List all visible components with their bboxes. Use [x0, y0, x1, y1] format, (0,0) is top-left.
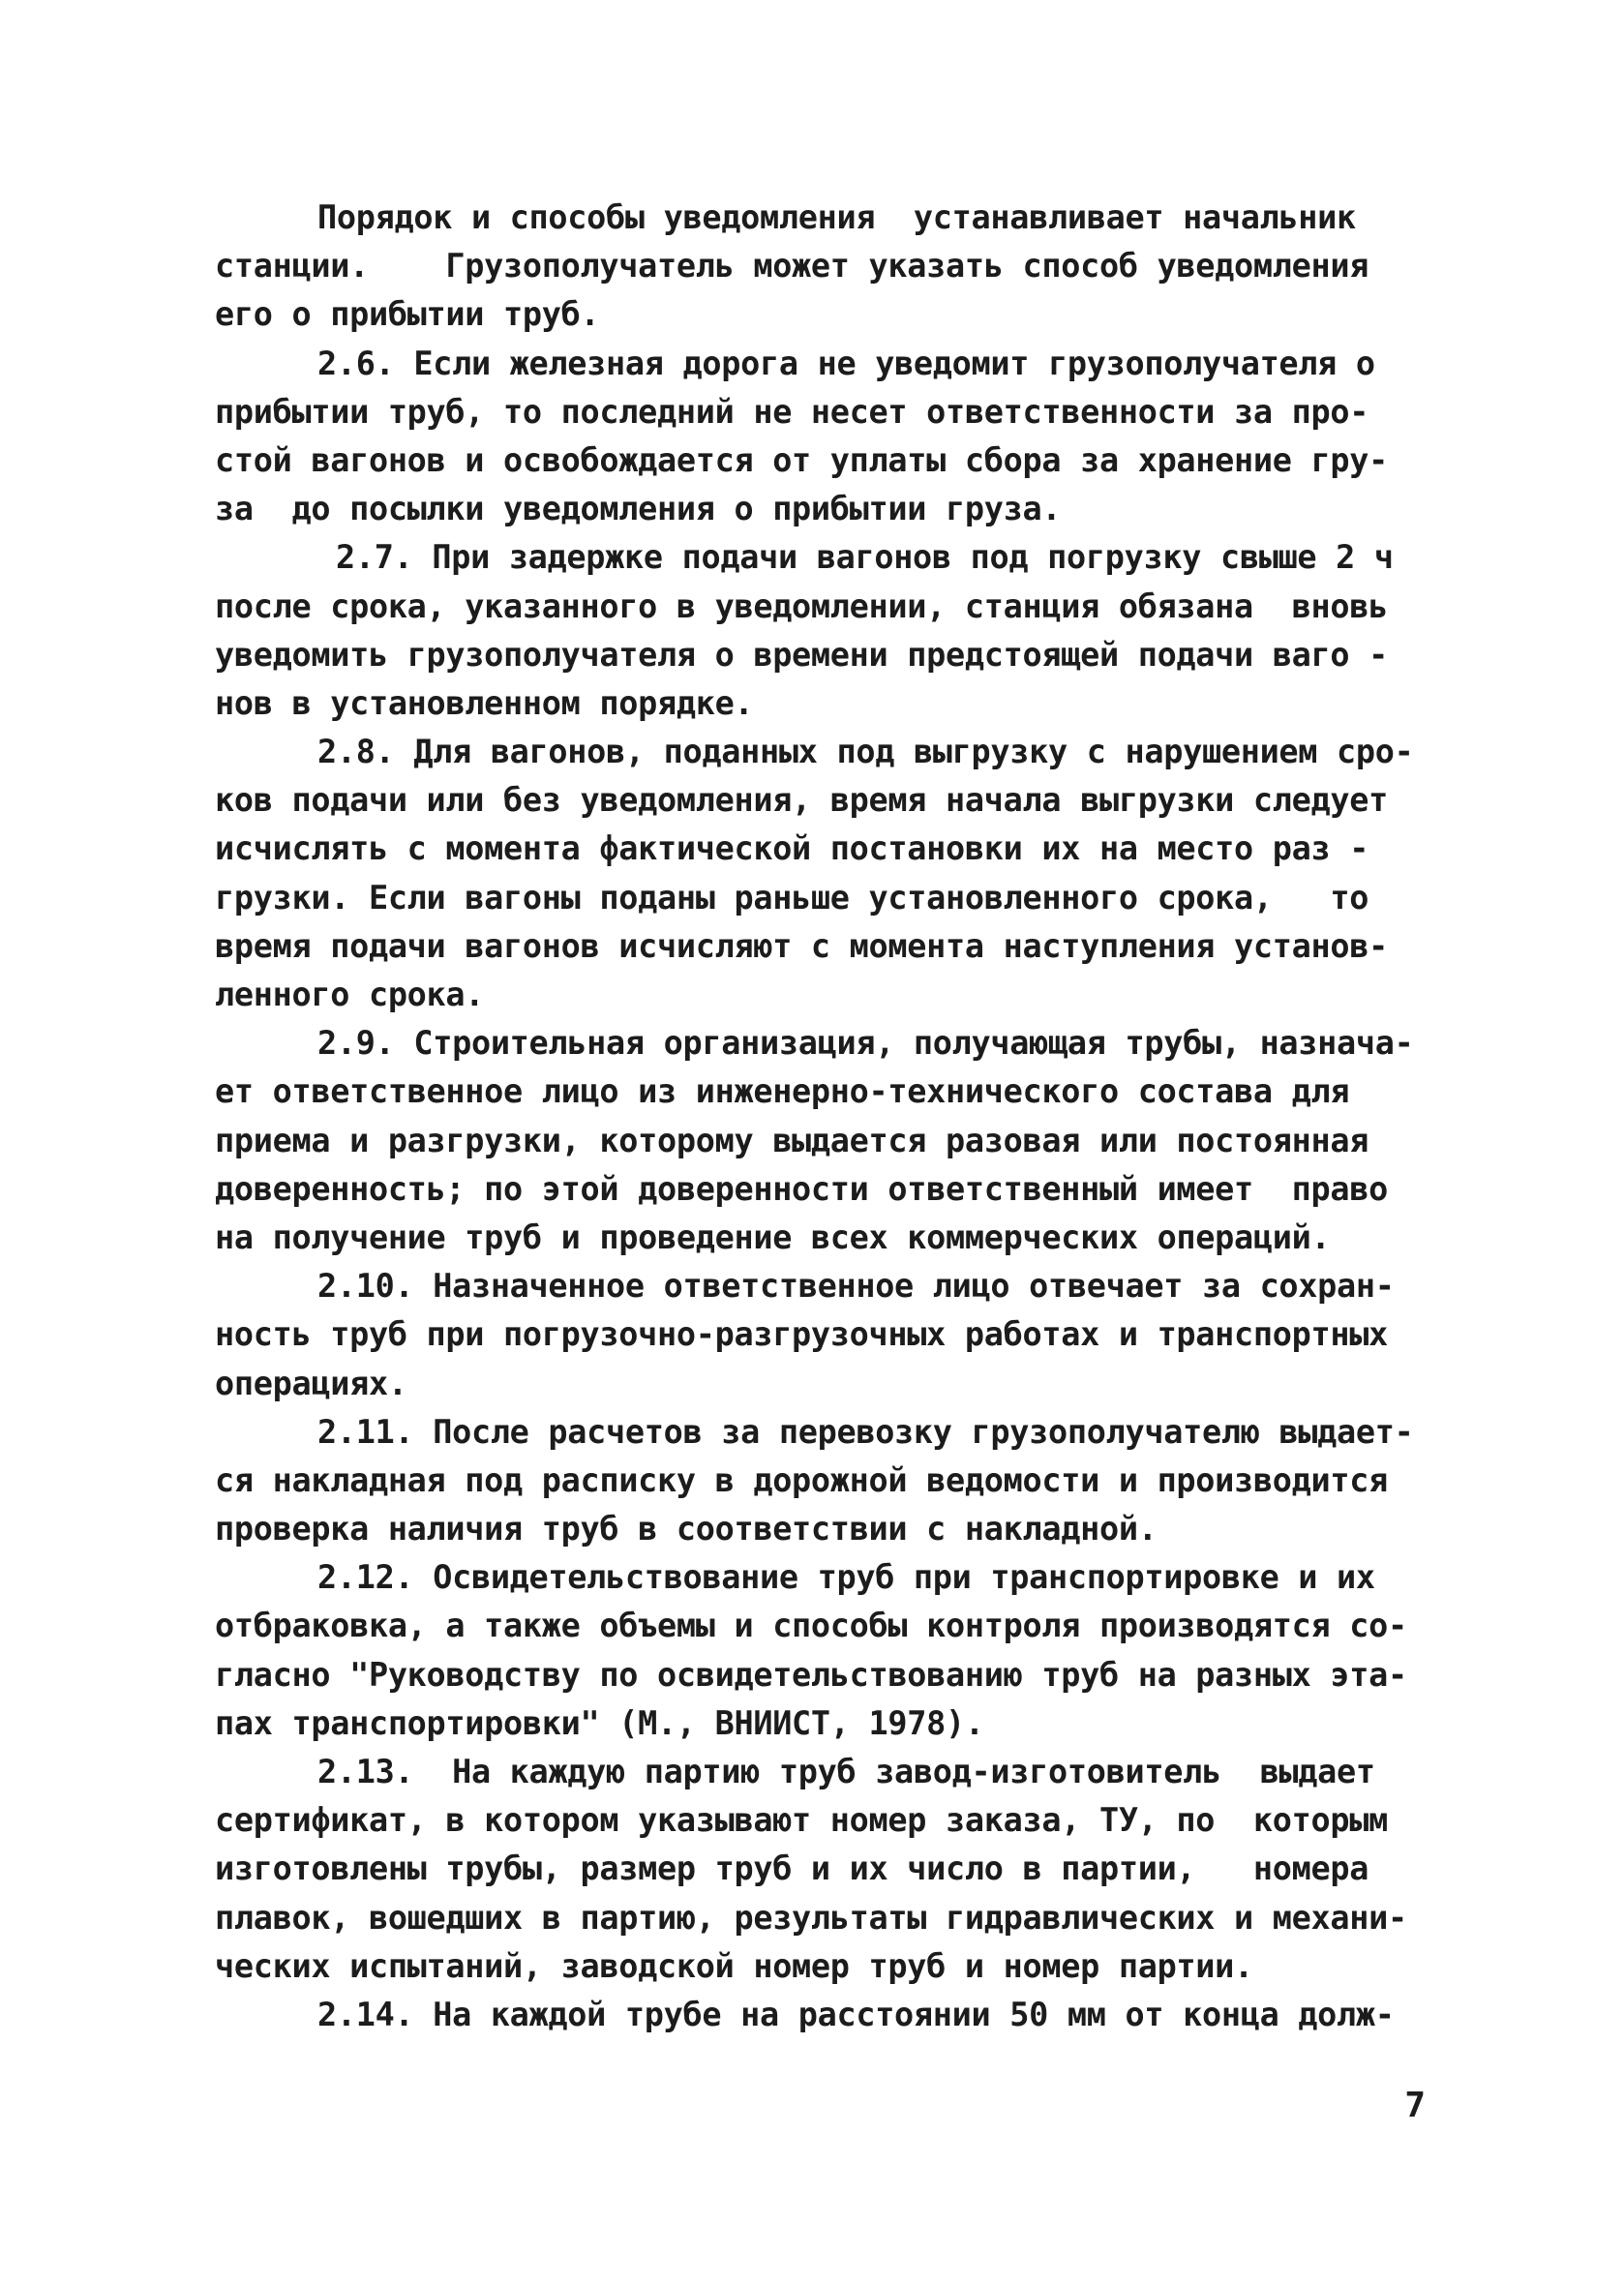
- text-line: за до посылки уведомления о прибытии груза.: [215, 490, 1062, 528]
- text-line: проверка наличия труб в соответствии с накладной.: [215, 1510, 1158, 1548]
- text-line: гласно "Руководству по освидетельствованию труб на разных эта-: [215, 1655, 1407, 1694]
- text-line: операциях.: [215, 1364, 407, 1402]
- paragraph-2-8-start: 2.8. Для вагонов, поданных под выгрузку с нарушением сро-: [317, 733, 1414, 771]
- paragraph-2-10-start: 2.10. Назначенное ответственное лицо отвечает за сохран-: [317, 1267, 1395, 1306]
- text-line: ков подачи или без уведомления, время начала выгрузки следует: [215, 781, 1388, 820]
- text-line: ность труб при погрузочно-разгрузочных работах и транспортных: [215, 1315, 1388, 1354]
- body-text: [215, 194, 1454, 2039]
- text-line: отбраковка, а также объемы и способы контроля производятся со-: [215, 1607, 1407, 1645]
- text-line: после срока, указанного в уведомлении, станция обязана вновь: [215, 586, 1388, 625]
- text-line: грузки. Если вагоны поданы раньше установленного срока, то: [215, 878, 1369, 917]
- text-line: время подачи вагонов исчисляют с момента наступления установ-: [215, 926, 1388, 965]
- text-line: его о прибытии труб.: [215, 295, 600, 334]
- page-number: 7: [1404, 2086, 1426, 2125]
- text-line: ленного срока.: [215, 976, 485, 1013]
- paragraph-2-13-start: 2.13. На каждую партию труб завод-изготовитель выдает: [317, 1753, 1375, 1790]
- text-line: ческих испытаний, заводской номер труб и номер партии.: [215, 1946, 1253, 1985]
- text-line: станции. Грузополучатель может указать способ уведомления: [215, 247, 1369, 286]
- paragraph-2-7-start: 2.7. При задержке подачи вагонов под погрузку свыше 2 ч: [336, 538, 1394, 577]
- text-line: изготовлены трубы, размер труб и их число в партии, номера: [215, 1849, 1369, 1888]
- text-line: Порядок и способы уведомления устанавливает начальник: [317, 198, 1356, 236]
- text-line: доверенность; по этой доверенности ответственный имеет право: [215, 1169, 1388, 1208]
- text-line: уведомить грузополучателя о времени предстоящей подачи ваго -: [215, 635, 1388, 674]
- text-line: ет ответственное лицо из инженерно-технического состава для: [215, 1072, 1350, 1111]
- text-line: исчислять с момента фактической постановки их на место раз -: [215, 829, 1369, 868]
- text-line: стой вагонов и освобождается от уплаты сбора за хранение гру-: [215, 440, 1388, 479]
- text-line: прибытии труб, то последний не несет ответственности за про-: [215, 392, 1369, 431]
- text-line: ся накладная под расписку в дорожной ведомости и производится: [215, 1460, 1388, 1499]
- text-line: нов в установленном порядке.: [215, 683, 754, 722]
- text-line: сертификат, в котором указывают номер заказа, ТУ, по которым: [215, 1801, 1388, 1840]
- text-line: на получение труб и проведение всех коммерческих операций.: [215, 1218, 1331, 1256]
- text-line: приема и разгрузки, которому выдается разовая или постоянная: [215, 1121, 1369, 1159]
- text-line: пах транспортировки" (М., ВНИИСТ, 1978).: [215, 1703, 984, 1742]
- paragraph-2-9-start: 2.9. Строительная организация, получающая трубы, назнача-: [317, 1024, 1414, 1063]
- text-line: плавок, вошедших в партию, результаты гидравлических и механи-: [215, 1898, 1407, 1937]
- paragraph-2-12-start: 2.12. Освидетельствование труб при транспортировке и их: [317, 1558, 1375, 1597]
- paragraph-2-6-start: 2.6. Если железная дорога не уведомит грузополучателя о: [317, 344, 1375, 382]
- paragraph-2-14-start: 2.14. На каждой трубе на расстоянии 50 мм от конца долж-: [317, 1995, 1395, 2033]
- paragraph-2-11-start: 2.11. После расчетов за перевозку грузополучателю выдает-: [317, 1412, 1414, 1451]
